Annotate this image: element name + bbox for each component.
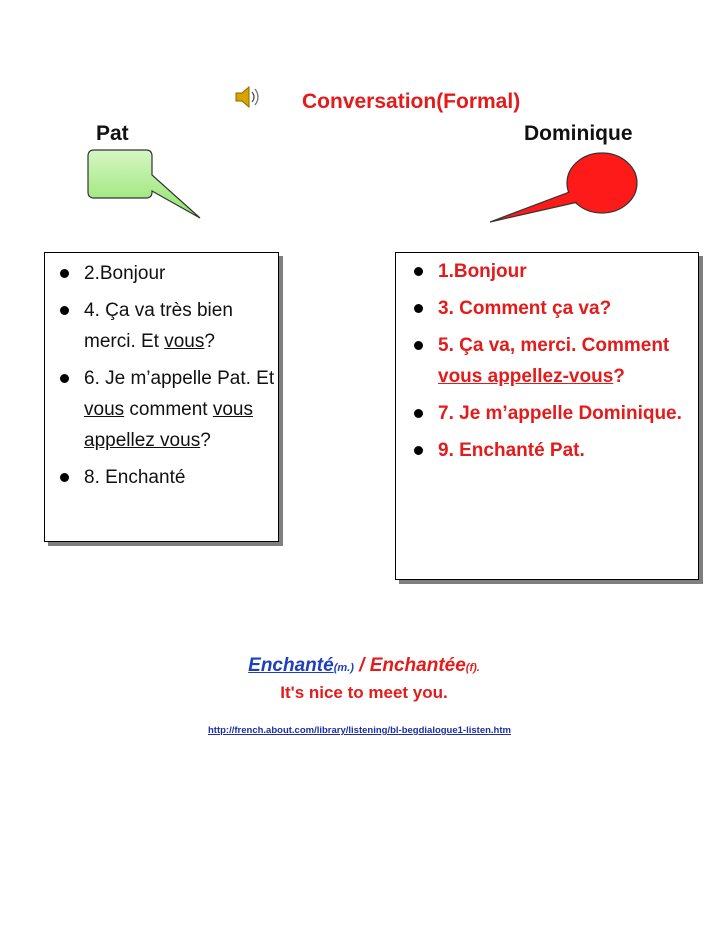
speech-bubble-green — [80, 145, 210, 230]
feminine-tag: (f). — [465, 662, 480, 674]
source-link[interactable]: http://french.about.com/library/listening/bl-begdialogue1-listen.htm — [208, 725, 511, 736]
pat-dialogue-list — [52, 258, 277, 499]
masculine-tag: (m.) — [333, 662, 354, 674]
separator: / — [353, 655, 370, 676]
speaker-name-dominique: Dominique — [524, 122, 633, 145]
list-item: 4. Ça va très bien merci. Et vous? — [52, 295, 277, 357]
speech-bubble-red — [480, 150, 640, 225]
translation-text: It's nice to meet you. — [280, 683, 448, 702]
list-item: 2.Bonjour — [52, 258, 277, 289]
list-item: 8. Enchanté — [52, 462, 277, 493]
page-title: Conversation(Formal) — [302, 90, 521, 113]
list-item: 1.Bonjour — [406, 256, 696, 287]
list-item: 9. Enchanté Pat. — [406, 435, 696, 466]
list-item: 5. Ça va, merci. Comment vous appellez-vous? — [406, 330, 696, 392]
list-item: 6. Je m’appelle Pat. Et vous comment vous appellez vous? — [52, 363, 277, 456]
enchante-heading — [0, 655, 728, 677]
speaker-icon[interactable] — [232, 84, 262, 110]
enchante-feminine: Enchantée — [369, 655, 466, 676]
list-item: 7. Je m’appelle Dominique. — [406, 398, 696, 429]
list-item: 3. Comment ça va? — [406, 293, 696, 324]
dominique-dialogue-list — [406, 256, 696, 472]
enchante-masculine: Enchanté — [248, 655, 334, 676]
speaker-name-pat: Pat — [96, 122, 129, 145]
